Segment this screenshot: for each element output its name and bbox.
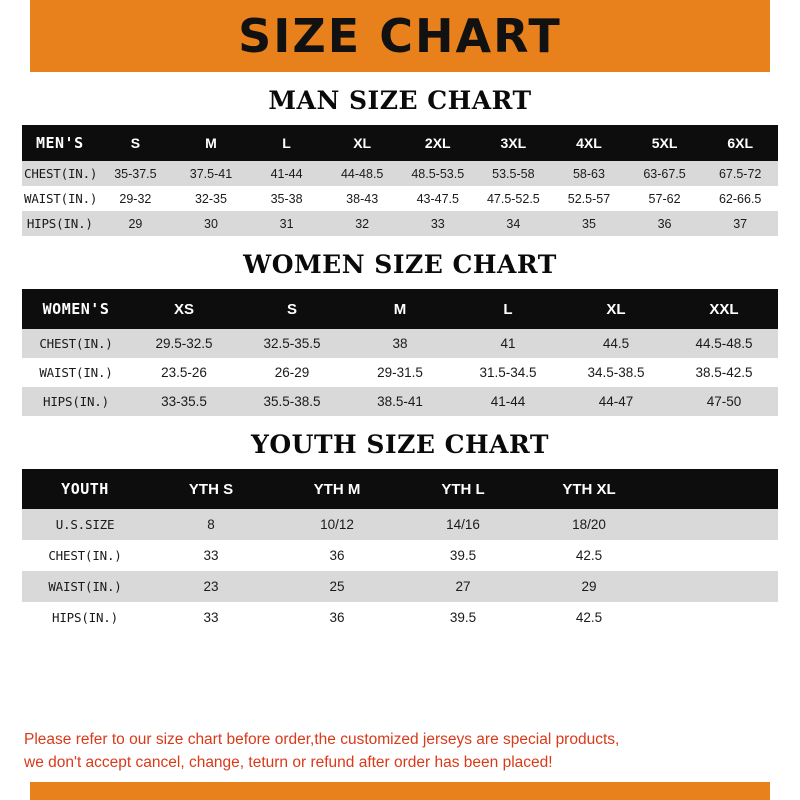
youth-ussize-empty	[652, 509, 778, 540]
man-corner-label: MEN'S	[22, 125, 98, 161]
footer-note	[0, 718, 800, 783]
man-chest-xl: 44-48.5	[324, 161, 400, 186]
man-row-waist-label: WAIST(IN.)	[22, 186, 98, 211]
youth-row-chest-label: CHEST(IN.)	[22, 540, 148, 571]
women-chest-xxl: 44.5-48.5	[670, 329, 778, 358]
table-row	[22, 186, 778, 211]
man-hips-l: 31	[249, 211, 325, 236]
man-col-2xl: 2XL	[400, 125, 476, 161]
youth-chest-l: 39.5	[400, 540, 526, 571]
women-hips-xxl: 47-50	[670, 387, 778, 416]
women-chest-l: 41	[454, 329, 562, 358]
man-col-5xl: 5XL	[627, 125, 703, 161]
header-band	[0, 0, 800, 72]
man-section-title: MAN SIZE CHART	[268, 86, 532, 115]
youth-waist-m: 25	[274, 571, 400, 602]
youth-row-waist-label: WAIST(IN.)	[22, 571, 148, 602]
page-title: SIZE CHART	[238, 9, 562, 63]
women-col-xl: XL	[562, 289, 670, 329]
header-left-margin	[0, 0, 30, 72]
man-size-table	[22, 125, 778, 236]
table-row	[22, 602, 778, 633]
youth-waist-xl: 29	[526, 571, 652, 602]
chart-content	[0, 72, 800, 718]
table-header-row	[22, 469, 778, 509]
women-waist-xl: 34.5-38.5	[562, 358, 670, 387]
man-col-xl: XL	[324, 125, 400, 161]
youth-col-s: YTH S	[148, 469, 274, 509]
youth-size-table	[22, 469, 778, 633]
table-row	[22, 161, 778, 186]
man-chest-s: 35-37.5	[98, 161, 174, 186]
man-chest-2xl: 48.5-53.5	[400, 161, 476, 186]
bottom-band	[0, 782, 800, 800]
women-row-hips-label: HIPS(IN.)	[22, 387, 130, 416]
women-chest-m: 38	[346, 329, 454, 358]
man-hips-xl: 32	[324, 211, 400, 236]
women-corner-label: WOMEN'S	[22, 289, 130, 329]
man-col-l: L	[249, 125, 325, 161]
youth-row-ussize-label: U.S.SIZE	[22, 509, 148, 540]
women-col-s: S	[238, 289, 346, 329]
man-chest-4xl: 58-63	[551, 161, 627, 186]
footer-note-line-2: we don't accept cancel, change, teturn or refund after order has been placed!	[24, 753, 553, 771]
man-chest-5xl: 63-67.5	[627, 161, 703, 186]
man-col-s: S	[98, 125, 174, 161]
table-row	[22, 540, 778, 571]
table-row	[22, 509, 778, 540]
man-chest-6xl: 67.5-72	[702, 161, 778, 186]
youth-ussize-m: 10/12	[274, 509, 400, 540]
man-hips-s: 29	[98, 211, 174, 236]
youth-col-l: YTH L	[400, 469, 526, 509]
youth-chest-xl: 42.5	[526, 540, 652, 571]
man-hips-2xl: 33	[400, 211, 476, 236]
youth-hips-l: 39.5	[400, 602, 526, 633]
man-chest-l: 41-44	[249, 161, 325, 186]
table-header-row	[22, 125, 778, 161]
women-hips-xs: 33-35.5	[130, 387, 238, 416]
youth-ussize-l: 14/16	[400, 509, 526, 540]
youth-size-chart-section	[22, 430, 778, 633]
youth-col-empty	[652, 469, 778, 509]
women-row-waist-label: WAIST(IN.)	[22, 358, 130, 387]
youth-hips-m: 36	[274, 602, 400, 633]
youth-ussize-s: 8	[148, 509, 274, 540]
man-row-hips-label: HIPS(IN.)	[22, 211, 98, 236]
youth-row-hips-label: HIPS(IN.)	[22, 602, 148, 633]
man-waist-l: 35-38	[249, 186, 325, 211]
youth-waist-empty	[652, 571, 778, 602]
women-waist-l: 31.5-34.5	[454, 358, 562, 387]
women-hips-l: 41-44	[454, 387, 562, 416]
women-hips-s: 35.5-38.5	[238, 387, 346, 416]
women-col-xs: XS	[130, 289, 238, 329]
women-waist-xs: 23.5-26	[130, 358, 238, 387]
women-chest-xs: 29.5-32.5	[130, 329, 238, 358]
women-hips-xl: 44-47	[562, 387, 670, 416]
man-row-chest-label: CHEST(IN.)	[22, 161, 98, 186]
youth-chest-m: 36	[274, 540, 400, 571]
youth-waist-s: 23	[148, 571, 274, 602]
man-hips-5xl: 36	[627, 211, 703, 236]
women-hips-m: 38.5-41	[346, 387, 454, 416]
man-col-4xl: 4XL	[551, 125, 627, 161]
youth-hips-xl: 42.5	[526, 602, 652, 633]
youth-hips-s: 33	[148, 602, 274, 633]
man-waist-m: 32-35	[173, 186, 249, 211]
women-waist-s: 26-29	[238, 358, 346, 387]
youth-hips-empty	[652, 602, 778, 633]
man-hips-4xl: 35	[551, 211, 627, 236]
footer-note-line-1: Please refer to our size chart before order,the customized jerseys are special products,	[24, 730, 620, 748]
youth-waist-l: 27	[400, 571, 526, 602]
man-col-m: M	[173, 125, 249, 161]
women-chest-s: 32.5-35.5	[238, 329, 346, 358]
table-row	[22, 387, 778, 416]
man-size-chart-section	[22, 86, 778, 236]
women-size-table	[22, 289, 778, 416]
man-waist-6xl: 62-66.5	[702, 186, 778, 211]
youth-section-title: YOUTH SIZE CHART	[251, 430, 549, 459]
table-row	[22, 358, 778, 387]
youth-chest-empty	[652, 540, 778, 571]
women-size-chart-section	[22, 250, 778, 416]
women-waist-m: 29-31.5	[346, 358, 454, 387]
women-col-xxl: XXL	[670, 289, 778, 329]
man-chest-3xl: 53.5-58	[476, 161, 552, 186]
women-col-l: L	[454, 289, 562, 329]
man-hips-3xl: 34	[476, 211, 552, 236]
man-waist-xl: 38-43	[324, 186, 400, 211]
man-chest-m: 37.5-41	[173, 161, 249, 186]
man-waist-3xl: 47.5-52.5	[476, 186, 552, 211]
man-col-3xl: 3XL	[476, 125, 552, 161]
women-section-title: WOMEN SIZE CHART	[243, 250, 557, 279]
man-waist-2xl: 43-47.5	[400, 186, 476, 211]
man-waist-4xl: 52.5-57	[551, 186, 627, 211]
youth-corner-label: YOUTH	[22, 469, 148, 509]
man-waist-s: 29-32	[98, 186, 174, 211]
man-waist-5xl: 57-62	[627, 186, 703, 211]
header-right-margin	[770, 0, 800, 72]
table-row	[22, 571, 778, 602]
bottom-right-margin	[770, 782, 800, 800]
table-row	[22, 211, 778, 236]
women-row-chest-label: CHEST(IN.)	[22, 329, 130, 358]
women-waist-xxl: 38.5-42.5	[670, 358, 778, 387]
bottom-left-margin	[0, 782, 30, 800]
youth-chest-s: 33	[148, 540, 274, 571]
women-chest-xl: 44.5	[562, 329, 670, 358]
youth-col-m: YTH M	[274, 469, 400, 509]
table-row	[22, 329, 778, 358]
man-col-6xl: 6XL	[702, 125, 778, 161]
man-hips-m: 30	[173, 211, 249, 236]
man-hips-6xl: 37	[702, 211, 778, 236]
youth-ussize-xl: 18/20	[526, 509, 652, 540]
table-header-row	[22, 289, 778, 329]
youth-col-xl: YTH XL	[526, 469, 652, 509]
women-col-m: M	[346, 289, 454, 329]
